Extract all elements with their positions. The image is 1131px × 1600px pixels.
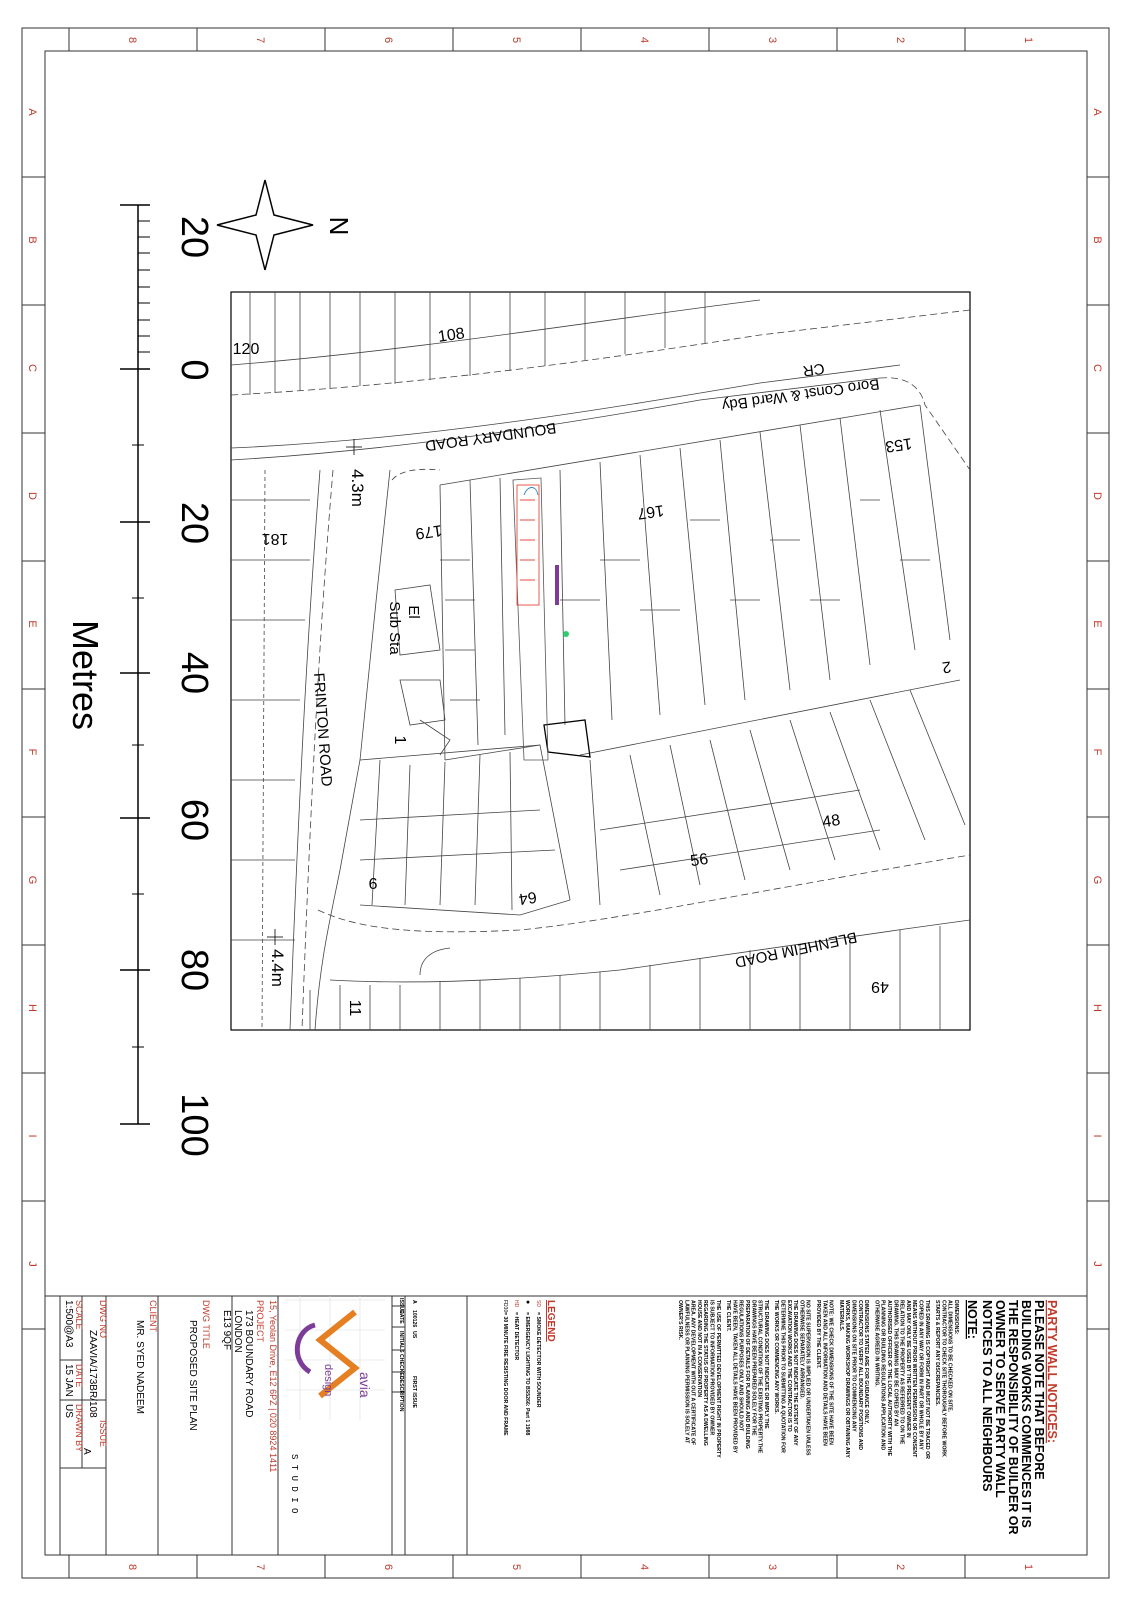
note-line: OTHERWISE AGREED IN WRITING. [873,1300,880,1387]
scale-tick-label: 0 [173,359,215,381]
scale-tick-labels [65,216,215,1157]
title-block-fields [63,1300,265,1455]
scale-tick-label: 40 [173,651,215,695]
grid-row-right-d: D [1091,492,1103,500]
client-label: CLIENT [148,1300,158,1333]
revision-header-initials: INITIALS [398,1331,404,1353]
company-contact: 15, Yeolan Drive, E12 6PZ | 020 8924 1411 [268,1300,278,1473]
road-label-boundary: BOUNDARY ROAD [424,418,558,455]
north-arrow-icon [217,180,313,270]
revision-header-description: DESCRIPTION [398,1376,404,1412]
issue-value: A [81,1448,92,1455]
house-number: 11 [346,999,363,1017]
road-label-blenheim: BLENHEIM ROAD [733,928,859,971]
grid-col-top-8: 8 [126,36,138,44]
grid-row-left-i: I [26,1134,38,1138]
road-label-frinton: FRINTON ROAD [310,672,335,788]
grid-row-right-e: E [1091,620,1103,628]
legend-item: = 30 MINUTE FIRE RESISTING DOOR AND FRAME [502,1312,508,1436]
note-line: EXCAVATION WORKS AND THE CONTRACTOR IS TO [785,1300,792,1432]
note-line: OWNER'S RISK. [677,1300,683,1340]
legend [502,1300,556,1436]
level-label: 4.4m [268,949,287,987]
grid-row-left-a: A [26,108,38,116]
grid-row-right-i: I [1091,1134,1103,1138]
party-wall-line: NOTICES TO ALL NEIGHBOURS [980,1300,994,1492]
note-line: REGULATIONS PURPOSES ONLY AND SHOULD NOT [737,1300,744,1432]
legend-heading: LEGEND [545,1300,556,1342]
note-line: CONTRACTOR TO VERIFY ALL BOUNDARY POSITIONS AND [856,1300,863,1450]
grid-row-right-a: A [1091,108,1103,116]
grid-col-bottom-7: 7 [254,1563,266,1571]
note-line: WORKS, MAKING WORKSHOP DRAWINGS OR OBTAINING ANY [844,1300,851,1458]
party-wall-notice [965,1300,1059,1535]
scale-unit-label: Metres [65,619,106,731]
party-wall-line: OWNER TO SERVE PARTY WALL [993,1300,1007,1498]
scale-value: 1:500@A3 [63,1300,74,1348]
client-name: MR. SYED NADEEM [134,1320,145,1414]
note-line: NO SITE SUPERVISION IS IMPLIED OR UNDERTAKEN UNLESS [804,1300,811,1456]
house-number: 108 [436,325,466,346]
scale-tick-label: 100 [173,1093,215,1157]
house-number: 181 [261,530,289,547]
party-wall-line: BUILDING WORKS COMMENCES IT IS [1019,1300,1033,1528]
scale-tick-label: 20 [173,501,215,545]
proposed-extension [555,565,559,605]
house-number: 56 [689,850,710,871]
revision-initials: US [411,1331,417,1339]
note-heading: NOTE: [965,1300,979,1339]
note-line: THE DRAWING DOES NOT INDICATE THE EXTENT OF ANY [792,1300,799,1446]
level-label: 4.3m [348,469,367,507]
legend-item: = EMERGENCY LIGHTING TO BS5266: Part 1 1988 [524,1312,530,1436]
note-line: DIMENSIONS STATED ARE FOR GUIDANCE ONLY, [863,1300,870,1425]
scale-tick-label: 20 [173,215,215,259]
boundary-note: Boro Const & Ward Bdy [720,374,881,414]
dwg-no: ZAAVIA/173BR/108 [87,1330,98,1418]
note-line: IS SUBJECT TO INFORMATION PROVIDED BY OWNER [708,1300,715,1436]
grid-col-bottom-3: 3 [766,1563,778,1571]
grid-row-right-g: G [1091,875,1103,885]
grid-col-bottom-4: 4 [638,1563,650,1571]
note-line: COPIED IN ANY WAY OR FORM IN PART OR WHOLE BY ANY [917,1300,924,1450]
grid-row-right-h: H [1091,1004,1103,1012]
party-wall-line: PLEASE NOTE THAT BEFORE [1032,1300,1046,1480]
grid-row-left-c: C [26,364,38,372]
grid-col-top-2: 2 [894,36,906,44]
dwg-title: PROPOSED SITE PLAN [187,1320,198,1431]
scale-bar [120,205,150,1124]
house-number: 48 [821,811,842,832]
note-line: LAWFULNESS OR PLANNING PERMISSION IS SOLELY AT [683,1300,690,1444]
grid-col-top-6: 6 [382,36,394,44]
note-line: NOTE: WE CHECK DIMENSIONS OF THE SITE HAVE BEEN [827,1300,834,1445]
house-number: 49 [871,978,889,995]
logo-studio: S T U D I O [289,1454,299,1514]
grid-col-top-4: 4 [638,36,650,44]
grid-row-left-b: B [26,236,38,244]
revision-issue: A [411,1300,417,1304]
project-label: PROJECT [255,1300,265,1343]
project-line: LONDON [232,1310,243,1353]
note-line: THE USE OF PERMITTED DEVELOPMENT RIGHT IN PROPERTY [714,1300,721,1458]
house-number: 179 [414,521,444,542]
grid-row-right-b: B [1091,236,1103,244]
general-notes [677,1300,959,1459]
note-line: AREA. ANY DEVELOPMENT WITH OUT A CERTIFICATE OF [689,1300,696,1446]
note-line: PLANNING OR BUILDING REGULATIONS APPLICATION AND [879,1300,886,1451]
revision-header-date: DATE [398,1310,404,1324]
grid-row-right-f: F [1091,748,1103,756]
drawn-value: US [63,1404,74,1418]
dwg-title-label: DWG TITLE [201,1300,211,1349]
note-line: HOUSE AND NOT IN A CONSERVATION [695,1300,702,1398]
grid-col-bottom-8: 8 [126,1563,138,1571]
grid-row-left-h: H [26,1004,38,1012]
proposed-marker [563,631,569,637]
note-line: MEANS WITHOUT PRIOR WRITTEN PERMISSION OR CONSENT [911,1300,918,1458]
house-number: 167 [636,501,666,522]
logo-word-design: design [322,1364,334,1397]
note-line: PREPARATION OF DETAILS FOR PLANNING AND BUILDING [744,1300,750,1449]
grid-row-left-d: D [26,492,38,500]
note-line: THE DRAWING DOES NOT INDICATE OR IMPLY THE [762,1300,769,1429]
house-number: 153 [884,434,914,455]
note-line: DIMENSIONS ON SITE PRIOR TO COMMENCING ANY [850,1300,857,1432]
note-line: REGARDING THE STATUS OF PROPERTY AS A DWELLING [702,1300,709,1446]
legend-symbol: SD [535,1300,541,1307]
note-line: RELATION TO THE PROPERTY AS REFERRED TO ON THE [898,1300,905,1445]
note-line: DRAWING. THIS DRAWING MAY BE COPIED BY AN [892,1300,899,1426]
grid-row-right-j: J [1091,1261,1103,1267]
scale-label: SCALE [74,1300,84,1330]
note-line: CONTRACTOR TO CHECK SITE THOROUGHLY BEFORE WORK [940,1300,947,1457]
note-line: HAVE BEEN, TAKEN ALL DETAILS HAVE BEEN PROVIDED BY [731,1300,738,1454]
revision-date: 100126 [411,1310,417,1328]
note-line: ALL DIMENSIONS TO BE CHECKED ON SITE. [946,1300,953,1413]
note-line: THE WORKS OR COMMENCING ANY WORKS. [773,1300,780,1414]
grid-col-bottom-6: 6 [382,1563,394,1571]
grid-col-bottom-1: 1 [1022,1563,1034,1571]
project-line: 173 BOUNDARY ROAD [243,1310,254,1418]
legend-item: = SMOKE DETECTOR WITH SOUNDER [535,1312,541,1408]
party-wall-line: THE RESPONSIBILITY OF BUILDER OR [1006,1300,1020,1535]
revision-table [398,1298,417,1412]
house-number: 9 [368,874,378,891]
substation-label-2: Sub Sta [386,601,403,655]
legend-item: = HEAT DETECTOR [513,1312,519,1361]
grid-row-left-j: J [26,1261,38,1267]
note-line: OTHERWISE SEPARATELY ARRANGED. [798,1300,805,1399]
company-logo [268,1296,385,1513]
grid-row-left-g: G [26,875,38,885]
dwg-no-label: DWG NO [98,1300,108,1338]
house-number: 120 [232,341,260,358]
revision-header-checked: CHECKED [398,1354,404,1380]
scale-tick-label: 60 [173,798,215,842]
note-line: MATERIALS. [837,1300,844,1332]
site-map [231,292,970,1030]
revision-description: FIRST ISSUE [411,1376,417,1408]
note-line: THE CLIENT. [725,1300,732,1332]
grid-col-top-7: 7 [254,36,266,44]
note-line: AUTHORISED OFFICER OF THE LOCAL AUTHORITY WITH THE [886,1300,892,1457]
substation-label-1: El [405,605,422,619]
note-line: STRUCTURAL CONDITION OF THE EXISTING PROPERTY.THE [756,1300,763,1454]
grid-col-top-1: 1 [1022,36,1034,44]
note-line: TAKEN AND ALL INFORMATION AND DETAILS HAVE BEEN [821,1300,828,1446]
date-value: 15 JAN [63,1364,74,1397]
note-line: AND MAY ONLY BE USED BY THE PRESENT OWNER IN [904,1300,911,1438]
grid-col-bottom-2: 2 [894,1563,906,1571]
logo-word-avia: avia [357,1372,373,1398]
scale-tick-label: 80 [173,948,215,992]
grid-row-left-f: F [26,748,38,756]
house-number: 1 [391,735,408,745]
boundary-note-cr: CR [801,359,826,380]
party-wall-heading: PARTY WALL NOTICES: [1045,1300,1059,1444]
grid-col-top-3: 3 [766,36,778,44]
note-line: STARTS & REPORT ANY DISCREPANCIES. [934,1300,941,1406]
grid-row-right-c: C [1091,364,1103,372]
grid-col-bottom-5: 5 [510,1563,522,1571]
project-line: E13 9QF [221,1310,232,1351]
date-label: DATE [74,1364,84,1388]
note-line: PROVIDED BY THE CLIENT. [815,1300,821,1369]
legend-symbol: FD30 [502,1300,508,1313]
house-number: 64 [517,887,538,908]
note-line: DRAWINGS HAVE BEEN PREPARED SOLELY FOR THE [750,1300,757,1436]
north-label: N [324,216,354,236]
note-line: DETERMINE THIS PRIOR TO SUBMITTING A QUOTATION FOR [779,1300,786,1453]
issue-label: ISSUE [98,1420,108,1448]
note-line: DIMENSIONS: [953,1300,959,1335]
legend-symbol: HD [513,1300,519,1308]
revision-header-issue: ISSUE [398,1298,404,1314]
note-line: THIS DRAWING IS COPYRIGHT AND MUST NOT BE TRACED OR [923,1300,930,1459]
drawn-label: DRAWN BY [74,1404,84,1453]
legend-symbol: ● [524,1300,531,1305]
grid-col-top-5: 5 [510,36,522,44]
grid-row-left-e: E [26,620,38,628]
house-number: 2 [941,657,953,676]
